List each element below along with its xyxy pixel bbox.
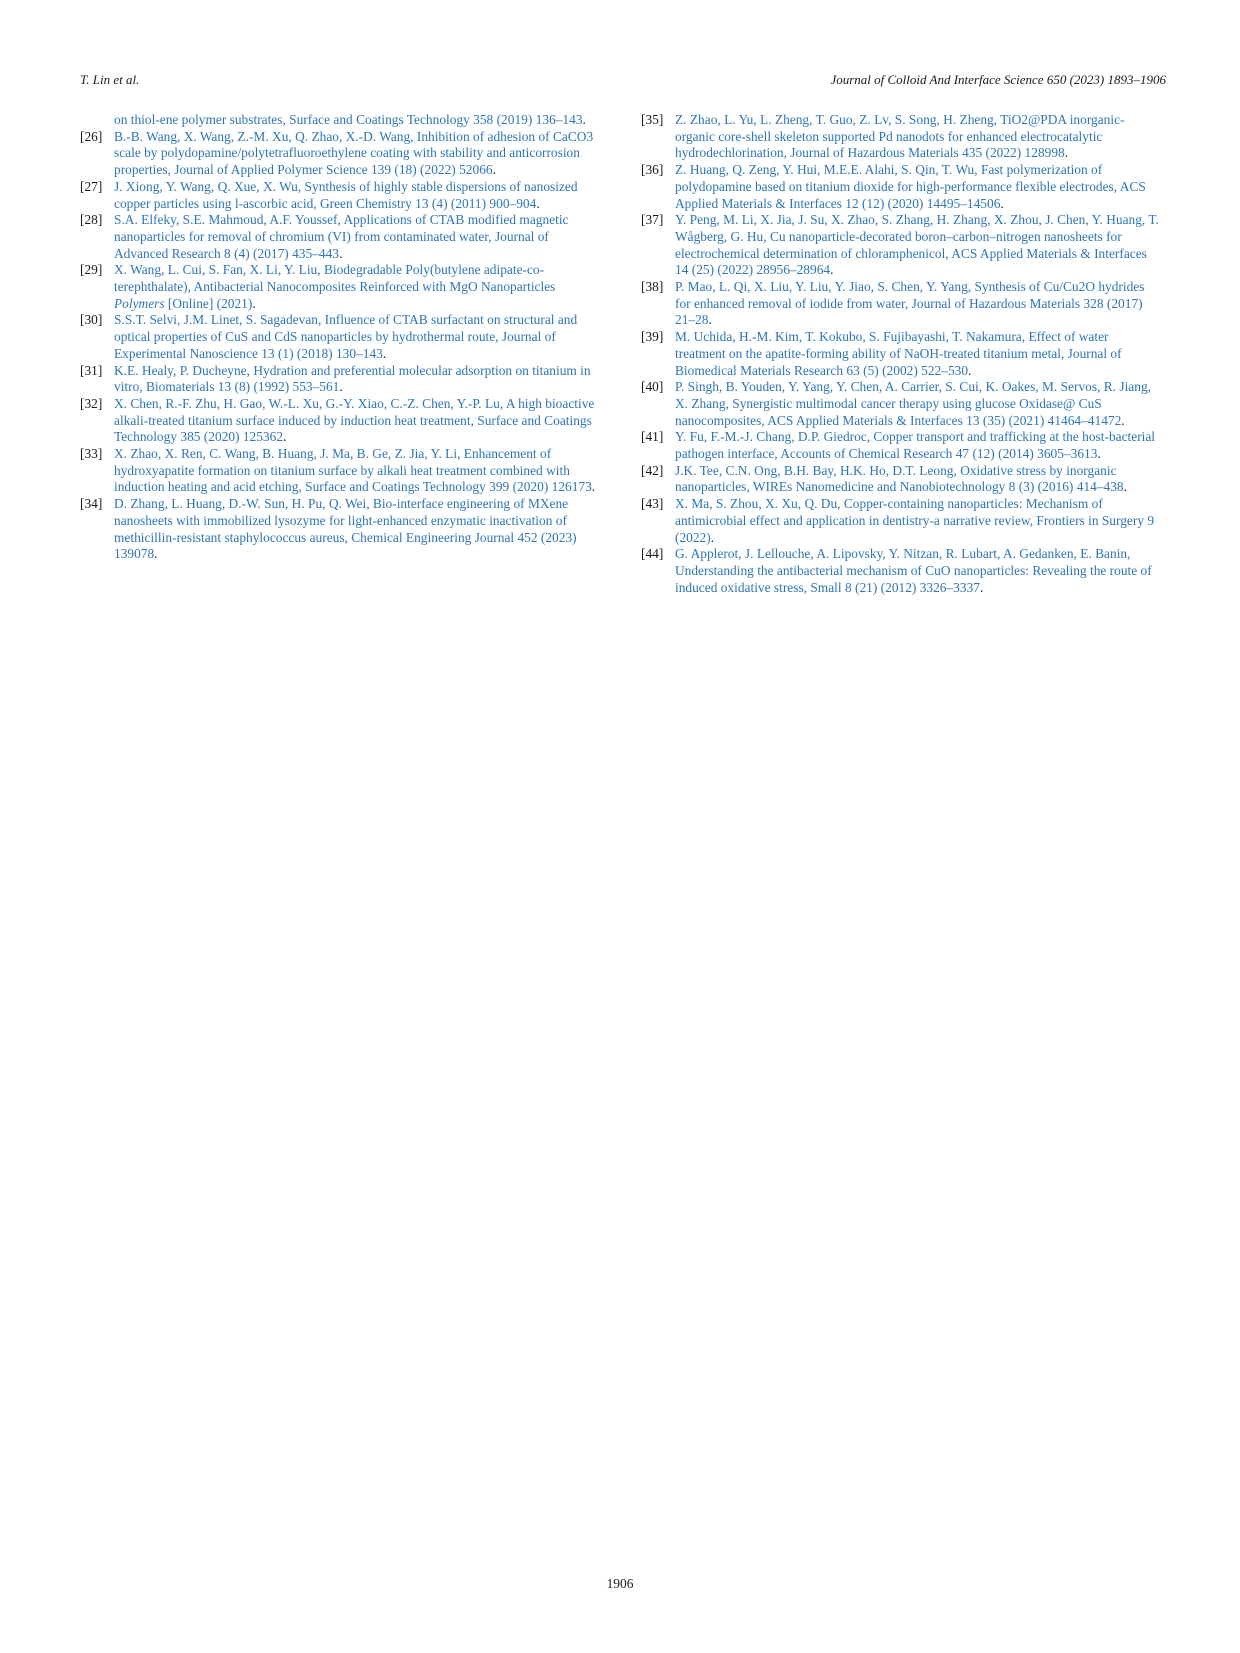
reference-entry: [42] J.K. Tee, C.N. Ong, B.H. Bay, H.K. Ho, D.T. Leong, Oxidative stress by inorganic nanoparticles, WIREs Nanomedicine and Nanobiotechnology 8 (3) (2016) 414–438. (641, 462, 1127, 495)
reference-entry: [35] Z. Zhao, L. Yu, L. Zheng, T. Guo, Z. Lv, S. Song, H. Zheng, TiO2@PDA inorganic-organic core-shell skeleton supported Pd nanodots for enhanced electrocatalytic hydrodechlorination, Journal of Hazardous Materials 435 (2022) 128998. (641, 112, 1125, 161)
header-journal: Journal of Colloid And Interface Science 650 (2023) 1893–1906 (830, 72, 1166, 87)
reference-number: [40] (641, 379, 664, 395)
reference-text: X. Wang, L. Cui, S. Fan, X. Li, Y. Liu, Biodegradable Poly(butylene adipate-co-terephthalate), Antibacterial Nanocomposites Reinforced with MgO Nanoparticles (114, 262, 556, 295)
reference-entry: [31] K.E. Healy, P. Ducheyne, Hydration and preferential molecular adsorption on titanium in vitro, Biomaterials 13 (8) (1992) 553–561. (80, 362, 591, 395)
reference-link[interactable]: S.A. Elfeky, S.E. Mahmoud, A.F. Youssef, Applications of CTAB modified magnetic nanoparticles for removal of chromium (VI) from contaminated water, Journal of Advanced Research 8 (4) (2017) 435–443 (114, 212, 569, 261)
reference-entry: [39] M. Uchida, H.-M. Kim, T. Kokubo, S. Fujibayashi, T. Nakamura, Effect of water treatment on the apatite-forming ability of NaOH-treated titanium metal, Journal of Biomedical Materials Research 63 (5) (2002) 522–530. (641, 329, 1122, 378)
reference-number: [31] (80, 362, 103, 378)
journal-name-italic: Polymers (114, 295, 165, 311)
reference-tail: [Online] (2021) (164, 295, 253, 311)
reference-number: [33] (80, 446, 103, 462)
reference-link[interactable]: J.K. Tee, C.N. Ong, B.H. Bay, H.K. Ho, D.T. Leong, Oxidative stress by inorganic nanoparticles, WIREs Nanomedicine and Nanobiotechnology 8 (3) (2016) 414–438 (675, 462, 1124, 495)
reference-number: [44] (641, 546, 664, 562)
running-header (80, 72, 1166, 88)
reference-entry: [38] P. Mao, L. Qi, X. Liu, Y. Liu, Y. Jiao, S. Chen, Y. Yang, Synthesis of Cu/Cu2O hydrides for enhanced removal of iodide from water, Journal of Hazardous Materials 328 (2017) 21–28. (641, 279, 1145, 328)
reference-link[interactable]: M. Uchida, H.-M. Kim, T. Kokubo, S. Fujibayashi, T. Nakamura, Effect of water treatment on the apatite-forming ability of NaOH-treated titanium metal, Journal of Biomedical Materials Research 63 (5) (2002) 522–530 (675, 329, 1122, 378)
reference-number: [43] (641, 496, 664, 512)
reference-link[interactable]: B.-B. Wang, X. Wang, Z.-M. Xu, Q. Zhao, X.-D. Wang, Inhibition of adhesion of CaCO3 scale by polydopamine/polytetrafluoroethylene coating with stability and anticorrosion properties, Journal of Applied Polymer Science 139 (18) (2022) 52066 (114, 128, 594, 178)
reference-entry: [27] J. Xiong, Y. Wang, Q. Xue, X. Wu, Synthesis of highly stable dispersions of nanosized copper particles using l-ascorbic acid, Green Chemistry 13 (4) (2011) 900–904. (80, 178, 578, 211)
reference-entry: [40] P. Singh, B. Youden, Y. Yang, Y. Chen, A. Carrier, S. Cui, K. Oakes, M. Servos, R. Jiang, X. Zhang, Synergistic multimodal cancer therapy using glucose Oxidase@ CuS nanocomposites, ACS Applied Materials & Interfaces 13 (35) (2021) 41464–41472. (641, 379, 1151, 428)
reference-entry: [30] S.S.T. Selvi, J.M. Linet, S. Sagadevan, Influence of CTAB surfactant on structural and optical properties of CuS and CdS nanoparticles by hydrothermal route, Journal of Experimental Nanoscience 13 (1) (2018) 130–143. (80, 312, 578, 361)
reference-link[interactable]: J. Xiong, Y. Wang, Q. Xue, X. Wu, Synthesis of highly stable dispersions of nanosized copper particles using l-ascorbic acid, Green Chemistry 13 (4) (2011) 900–904 (114, 178, 578, 211)
reference-entry: on thiol-ene polymer substrates, Surface and Coatings Technology 358 (2019) 136–143. (80, 112, 600, 129)
reference-number: [41] (641, 429, 664, 445)
reference-entry: [28] S.A. Elfeky, S.E. Mahmoud, A.F. Youssef, Applications of CTAB modified magnetic nanoparticles for removal of chromium (VI) from contaminated water, Journal of Advanced Research 8 (4) (2017) 435–443. (80, 212, 569, 261)
reference-number: [30] (80, 312, 103, 328)
reference-link[interactable]: on thiol-ene polymer substrates, Surface and Coatings Technology 358 (2019) 136–143 (114, 112, 583, 127)
page-number: 1906 (606, 1576, 634, 1591)
reference-entry: [32] X. Chen, R.-F. Zhu, H. Gao, W.-L. Xu, G.-Y. Xiao, C.-Z. Chen, Y.-P. Lu, A high bioactive alkali-treated titanium surface induced by induction heat treatment, Surface and Coatings Technology 385 (2020) 125362. (80, 395, 595, 445)
reference-link[interactable]: G. Applerot, J. Lellouche, A. Lipovsky, Y. Nitzan, R. Lubart, A. Gedanken, E. Banin, Understanding the antibacterial mechanism of CuO nanoparticles: Revealing the route of induced oxidative stress, Small 8 (21) (2012) 3326–3337 (675, 546, 1152, 595)
reference-number: [39] (641, 329, 664, 345)
reference-entry: [43] X. Ma, S. Zhou, X. Xu, Q. Du, Copper-containing nanoparticles: Mechanism of antimicrobial effect and application in dentistry-a narrative review, Frontiers in Surgery 9 (2022). (641, 496, 1155, 545)
reference-entry: [41] Y. Fu, F.-M.-J. Chang, D.P. Giedroc, Copper transport and trafficking at the host-bacterial pathogen interface, Accounts of Chemical Research 47 (12) (2014) 3605–3613. (641, 429, 1156, 462)
reference-link[interactable]: Z. Zhao, L. Yu, L. Zheng, T. Guo, Z. Lv, S. Song, H. Zheng, TiO2@PDA inorganic-organic core-shell skeleton supported Pd nanodots for enhanced electrocatalytic hydrodechlorination, Journal of Hazardous Materials 435 (2022) 128998 (675, 112, 1125, 161)
reference-link[interactable]: D. Zhang, L. Huang, D.-W. Sun, H. Pu, Q. Wei, Bio-interface engineering of MXene nanosheets with immobilized lysozyme for light-enhanced enzymatic inactivation of methicillin-resistant staphylococcus aureus, Chemical Engineering Journal 452 (2023) 139078 (114, 496, 577, 562)
reference-number (80, 112, 114, 129)
reference-link[interactable]: P. Singh, B. Youden, Y. Yang, Y. Chen, A. Carrier, S. Cui, K. Oakes, M. Servos, R. Jiang, X. Zhang, Synergistic multimodal cancer therapy using glucose Oxidase@ CuS nanocomposites, ACS Applied Materials & Interfaces 13 (35) (2021) 41464–41472 (675, 379, 1151, 428)
reference-entry: [36] Z. Huang, Q. Zeng, Y. Hui, M.E.E. Alahi, S. Qin, T. Wu, Fast polymerization of polydopamine based on titanium dioxide for high-performance flexible electrodes, ACS Applied Materials & Interfaces 12 (12) (2020) 14495–14506. (641, 162, 1146, 211)
reference-entry: [33] X. Zhao, X. Ren, C. Wang, B. Huang, J. Ma, B. Ge, Z. Jia, Y. Li, Enhancement of hydroxyapatite formation on titanium surface by alkali heat treatment combined with induction heating and acid etching, Surface and Coatings Technology 399 (2020) 126173. (80, 446, 596, 495)
reference-link[interactable]: X. Chen, R.-F. Zhu, H. Gao, W.-L. Xu, G.-Y. Xiao, C.-Z. Chen, Y.-P. Lu, A high bioactive alkali-treated titanium surface induced by induction heat treatment, Surface and Coatings Technology 385 (2020) 125362 (114, 395, 595, 445)
reference-link[interactable]: Y. Peng, M. Li, X. Jia, J. Su, X. Zhao, S. Zhang, H. Zhang, X. Zhou, J. Chen, Y. Huang, T. Wågberg, G. Hu, Cu nanoparticle-decorated boron–carbon–nitrogen nanosheets for electrochemical determination of chloramphenicol, ACS Applied Materials & Interfaces 14 (25) (2022) 28956–28964 (675, 212, 1159, 278)
reference-entry: [37] Y. Peng, M. Li, X. Jia, J. Su, X. Zhao, S. Zhang, H. Zhang, X. Zhou, J. Chen, Y. Huang, T. Wågberg, G. Hu, Cu nanoparticle-decorated boron–carbon–nitrogen nanosheets for electrochemical determination of chloramphenicol, ACS Applied Materials & Interfaces 14 (25) (2022) 28956–28964. (641, 212, 1159, 278)
header-authors: T. Lin et al. (80, 72, 140, 87)
reference-link[interactable]: Y. Fu, F.-M.-J. Chang, D.P. Giedroc, Copper transport and trafficking at the host-bacterial pathogen interface, Accounts of Chemical Research 47 (12) (2014) 3605–3613 (675, 429, 1156, 462)
reference-number: [26] (80, 128, 103, 144)
reference-number: [42] (641, 462, 664, 478)
reference-number: [28] (80, 212, 103, 228)
reference-link[interactable]: S.S.T. Selvi, J.M. Linet, S. Sagadevan, Influence of CTAB surfactant on structural and optical properties of CuS and CdS nanoparticles by hydrothermal route, Journal of Experimental Nanoscience 13 (1) (2018) 130–143 (114, 312, 578, 361)
reference-number: [38] (641, 279, 664, 295)
references-left-column (80, 112, 600, 563)
reference-link[interactable]: K.E. Healy, P. Ducheyne, Hydration and preferential molecular adsorption on titanium in vitro, Biomaterials 13 (8) (1992) 553–561 (114, 362, 591, 395)
reference-number: [32] (80, 395, 103, 411)
reference-link[interactable] (114, 262, 555, 310)
reference-link[interactable]: P. Mao, L. Qi, X. Liu, Y. Liu, Y. Jiao, S. Chen, Y. Yang, Synthesis of Cu/Cu2O hydrides for enhanced removal of iodide from water, Journal of Hazardous Materials 328 (2017) 21–28 (675, 279, 1145, 328)
reference-number: [37] (641, 212, 664, 228)
reference-entry: [29] X. Wang, L. Cui, S. Fan, X. Li, Y. Liu, Biodegradable Poly(butylene adipate-co-terephthalate), Antibacterial Nanocomposites Reinforced with MgO Nanoparticles Polymers [Online] (2021). (80, 262, 556, 311)
reference-number: [35] (641, 112, 664, 127)
reference-entry: [26] B.-B. Wang, X. Wang, Z.-M. Xu, Q. Zhao, X.-D. Wang, Inhibition of adhesion of CaCO3 scale by polydopamine/polytetrafluoroethylene coating with stability and anticorrosion properties, Journal of Applied Polymer Science 139 (18) (2022) 52066. (80, 128, 594, 178)
reference-link[interactable]: X. Ma, S. Zhou, X. Xu, Q. Du, Copper-containing nanoparticles: Mechanism of antimicrobial effect and application in dentistry-a narrative review, Frontiers in Surgery 9 (2022) (675, 496, 1155, 545)
reference-entry: [44] G. Applerot, J. Lellouche, A. Lipovsky, Y. Nitzan, R. Lubart, A. Gedanken, E. Banin, Understanding the antibacterial mechanism of CuO nanoparticles: Revealing the route of induced oxidative stress, Small 8 (21) (2012) 3326–3337. (641, 546, 1152, 595)
reference-link[interactable]: X. Zhao, X. Ren, C. Wang, B. Huang, J. Ma, B. Ge, Z. Jia, Y. Li, Enhancement of hydroxyapatite formation on titanium surface by alkali heat treatment combined with induction heating and acid etching, Surface and Coatings Technology 399 (2020) 126173 (114, 446, 592, 495)
reference-link[interactable]: Z. Huang, Q. Zeng, Y. Hui, M.E.E. Alahi, S. Qin, T. Wu, Fast polymerization of polydopamine based on titanium dioxide for high-performance flexible electrodes, ACS Applied Materials & Interfaces 12 (12) (2020) 14495–14506 (675, 162, 1146, 211)
references-right-column (641, 112, 1161, 596)
reference-number: [29] (80, 262, 103, 278)
reference-entry: [34] D. Zhang, L. Huang, D.-W. Sun, H. Pu, Q. Wei, Bio-interface engineering of MXene nanosheets with immobilized lysozyme for light-enhanced enzymatic inactivation of methicillin-resistant staphylococcus aureus, Chemical Engineering Journal 452 (2023) 139078. (80, 496, 577, 562)
reference-number: [27] (80, 178, 103, 194)
reference-number: [36] (641, 162, 664, 178)
reference-number: [34] (80, 496, 103, 512)
